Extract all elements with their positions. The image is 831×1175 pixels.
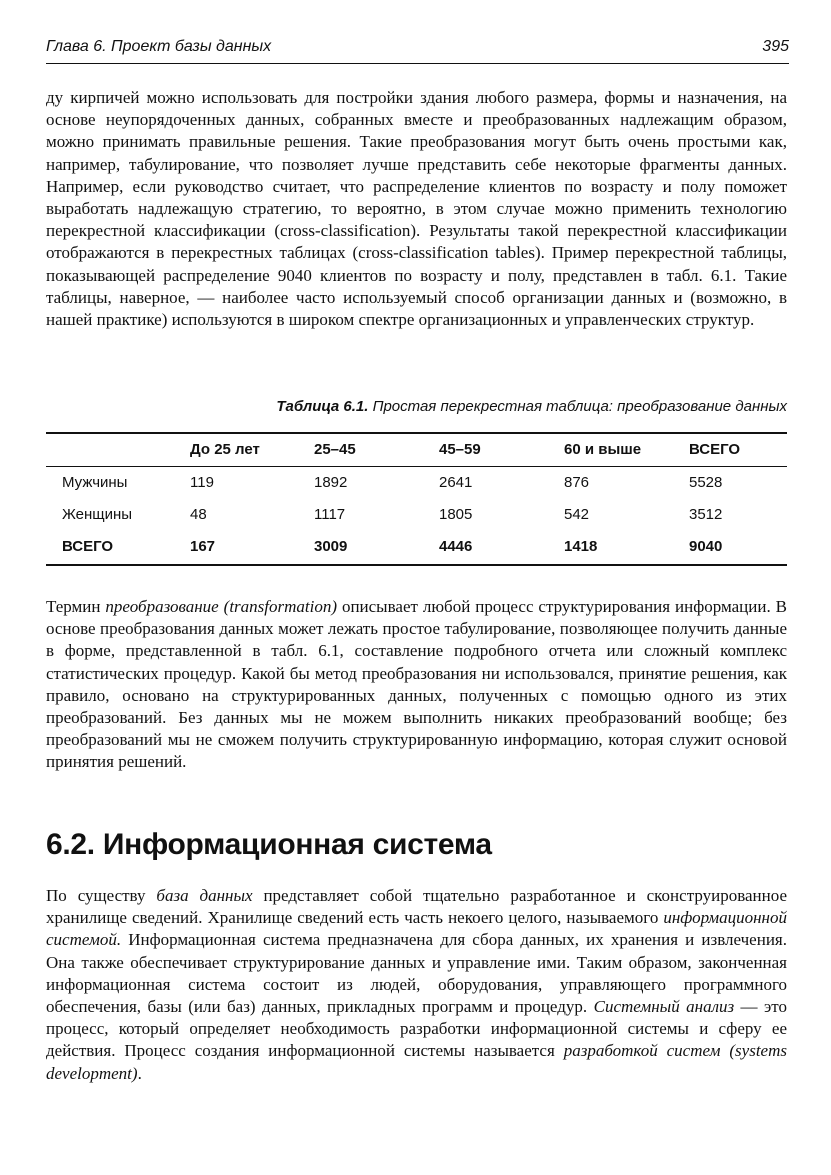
table-header-cell: 45–59	[439, 441, 481, 458]
paragraph-2	[46, 596, 787, 774]
paragraph-3	[46, 885, 787, 1085]
table-cell: 1117	[314, 506, 346, 523]
table-cell: 1805	[439, 506, 473, 523]
table-top-rule	[46, 432, 787, 434]
term-emphasis: база данных	[156, 886, 253, 905]
table-cell: 5528	[689, 474, 723, 491]
table-cell: 3512	[689, 506, 723, 523]
table-cell: 119	[190, 474, 214, 491]
paragraph-text: представляет собой тщательно разработанное и сконструированное хранилище сведений. Хранилище сведений есть часть некоего целого, называемого	[46, 886, 787, 928]
table-header-rule	[46, 466, 787, 467]
table-cell: 2641	[439, 474, 473, 491]
term-emphasis: информационной системой.	[46, 908, 787, 950]
table-cell: 1892	[314, 474, 348, 491]
table-cell: 167	[190, 538, 216, 555]
section-heading: 6.2. Информационная система	[46, 828, 492, 861]
table-cell: 542	[564, 506, 590, 523]
table-header-row	[46, 441, 787, 465]
table-row	[46, 474, 787, 498]
table-header-cell: ВСЕГО	[689, 441, 741, 458]
term-emphasis: разработкой систем (systems development)	[46, 1041, 787, 1083]
paragraph-text: Информационная система предназначена для сбора данных, их хранения и извлечения. Она также обеспечивает структурирование данных и управление ими. Таким образом, законченная информационная система состоит из людей, оборудования, управляющего программного обеспечения, базы (или баз) данных, прикладных программ и процедур.	[46, 930, 787, 1017]
paragraph-text: .	[137, 1063, 142, 1083]
table-caption-text: Простая перекрестная таблица: преобразование данных	[368, 398, 787, 415]
table-cell: 4446	[439, 538, 473, 555]
paragraph-text: По существу	[46, 886, 157, 905]
page-number: 395	[762, 38, 789, 55]
table-cell: Мужчины	[62, 474, 128, 491]
chapter-title: Глава 6. Проект базы данных	[46, 38, 272, 55]
paragraph-text: — это процесс, который определяет необходимость разработки информационной системы и сферу ее действия. Процесс создания информационной системы называется	[46, 997, 787, 1061]
table-header-cell: 25–45	[314, 441, 356, 458]
table-caption-label: Таблица 6.1.	[276, 398, 369, 415]
table-header-cell: До 25 лет	[190, 441, 260, 458]
paragraph-1: ду кирпичей можно использовать для постройки здания любого размера, формы и назначения, на основе неупорядоченных данных, собранных вместе и преобразованных надлежащим образом, можно принимать правильные решения. Такие преобразования могут быть очень простыми как, например, табулирование, что позволяет лучше представить себе некоторые фрагменты данных. Например, если руководство считает, что распределение клиентов по возрасту и полу поможет выработать надлежащую стратегию, то вероятно, в этом случае можно применить технологию перекрестной классификации (cross-classification). Результаты такой перекрестной классификации отображаются в перекрестных таблицах (cross-classification tables). Пример перекрестной таблицы, показывающей распределение 9040 клиентов по возрасту и полу, представлен в табл. 6.1. Такие таблицы, наверное, — наиболее часто используемый способ организации данных и (возможно, в нашей практике) используются в широком спектре организационных и управленческих структур.	[46, 88, 787, 330]
table-cell: 876	[564, 474, 590, 491]
header-rule	[46, 63, 789, 64]
table-total-row	[46, 538, 787, 562]
table-bottom-rule	[46, 564, 787, 566]
table-caption	[46, 398, 787, 415]
table-cell: Женщины	[62, 506, 133, 523]
paragraph-text: описывает любой процесс структурирования информации. В основе преобразования данных может лежать простое табулирование, позволяющее получить данные в форме, представленной в табл. 6.1, составление подробного отчета или сложный комплекс статистических процедур. Какой бы метод преобразования ни использовался, принятие решения, как правило, основано на структурированных данных, полученных с помощью одного из этих преобразований. Без данных мы не можем выполнить никаких преобразований вообще; без преобразований мы не сможем получить структурированную информацию, которая служит основой принятия решений.	[46, 597, 787, 772]
term-emphasis: преобразование (transformation)	[105, 597, 337, 616]
table-cell: 48	[190, 506, 207, 523]
table-cell: 3009	[314, 538, 348, 555]
table-row	[46, 506, 787, 530]
table-cell: 1418	[564, 538, 598, 555]
term-emphasis: Системный анализ	[593, 997, 735, 1017]
table-header-cell: 60 и выше	[564, 441, 642, 458]
table-cell: ВСЕГО	[62, 538, 114, 555]
table-cell: 9040	[689, 538, 723, 555]
paragraph-text: Термин	[46, 597, 106, 616]
